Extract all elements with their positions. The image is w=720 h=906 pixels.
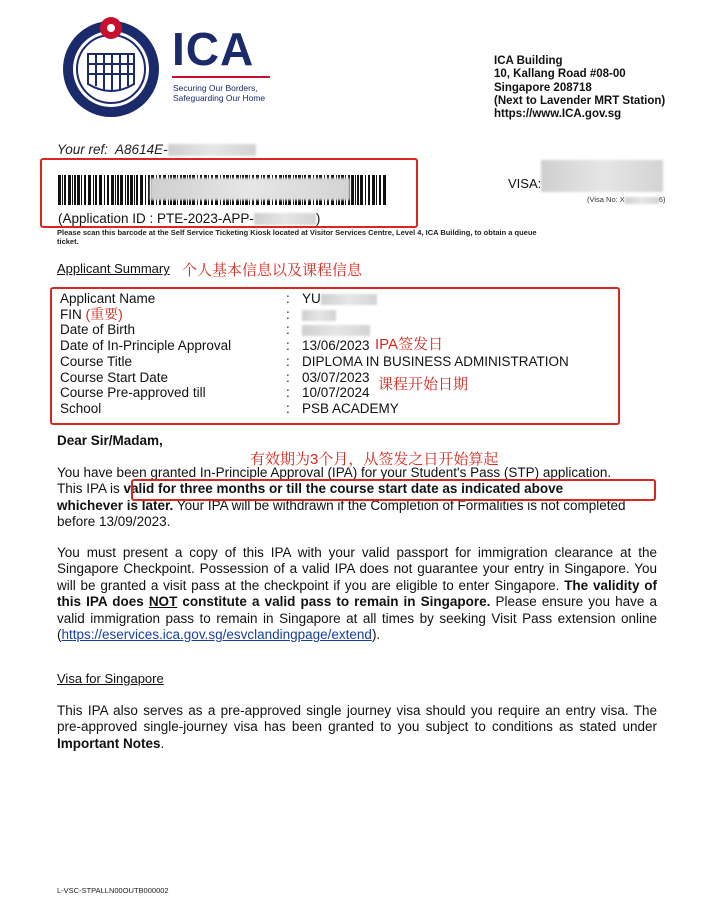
label-approval-date: Date of In-Principle Approval [60,338,232,354]
ica-crest-logo [58,14,164,120]
applicant-summary-title: Applicant Summary [57,261,170,276]
paragraph-checkpoint: You must present a copy of this IPA with your valid passport for immigration clearance at the Singapore Checkpoint. Possession of a valid IPA does not guarantee your entry in Singapore. You will be granted a visit pass at the checkpoint if you are eligible to enter Singapore. The validity of this IPA does NOT constitute a valid pass to remain in Singapore. Please ensure you have a valid immigration pass to remain in Singapore at all times by seeking Visit Pass extension online (https://eservices.ica.gov.sg/esvclandingpage/extend). [57,545,657,643]
redacted-block [168,144,256,156]
value-approval-date: 13/06/2023 [302,338,370,354]
summary-colons: : : : : : : : : [286,291,290,416]
your-ref: Your ref: A8614E- [57,142,256,157]
document-code: L-VSC-STPALLN00OUTB000002 [57,886,169,895]
label-school: School [60,400,102,416]
visit-pass-extension-link[interactable]: https://eservices.ica.gov.sg/esvclandingpage/extend [61,627,372,643]
label-applicant-name: Applicant Name [60,291,156,306]
redacted-visa [541,160,663,192]
label-course-preapproved: Course Pre-approved till [60,385,206,401]
visa-label: VISA: [508,176,542,191]
value-fin [302,307,569,323]
label-dob: Date of Birth [60,322,136,338]
visa-section-title: Visa for Singapore [57,671,164,686]
barcode-scan-note: Please scan this barcode at the Self Service Ticketing Kiosk located at Visitor Services Centre, Level 4, ICA Building, to obtain a queue ticket. [57,228,537,247]
paragraph-visa: This IPA also serves as a pre-approved single journey visa should you require an entry visa. The pre-approved single-journey visa has been granted to you subject to conditions as stated under Important Notes. [57,703,657,751]
summary-labels [60,291,231,417]
brand-tagline: Securing Our Borders, Safeguarding Our Home [173,83,266,103]
annotation-box-validity [131,479,656,501]
brand-name: ICA [172,23,255,75]
greeting: Dear Sir/Madam, [57,433,163,448]
label-course-start: Course Start Date [60,369,169,385]
annotation-summary: 个人基本信息以及课程信息 [182,262,363,279]
annotation-validity: 有效期为3个月，从签发之日开始算起 [250,451,499,468]
label-fin: FIN (重要) [60,305,123,322]
ica-address: ICA Building 10, Kallang Road #08-00 Singapore 208718 (Next to Lavender MRT Station) https://www.ICA.gov.sg [494,55,666,121]
value-course-title: DIPLOMA IN BUSINESS ADMINISTRATION [302,353,569,369]
visa-number: (Visa No: X 6) [587,195,666,204]
ica-website-link[interactable]: https://www.ICA.gov.sg [494,108,622,121]
annotation-ipa-date: IPA签发日 [375,336,444,353]
application-id: (Application ID : PTE-2023-APP- ) [58,211,321,226]
value-applicant-name: YU [302,291,569,307]
label-course-title: Course Title [60,353,133,369]
value-course-preapproved: 10/07/2024 [302,385,370,401]
value-school: PSB ACADEMY [302,400,399,416]
annotation-fin: (重要) [85,305,123,322]
paragraph-ipa-granted: You have been granted In-Principle Approval (IPA) for your Student's Pass (STP) application. This IPA is valid for three months or till the course start date as indicated above whichever is later. Your IPA will be withdrawn if the Completion of Formalities is not completed before 13/09/2023. [57,465,626,530]
value-course-start: 03/07/2023 [302,369,370,385]
brand-divider [172,76,270,78]
annotation-course-start: 课程开始日期 [378,376,469,393]
annotation-box-barcode [40,158,418,228]
